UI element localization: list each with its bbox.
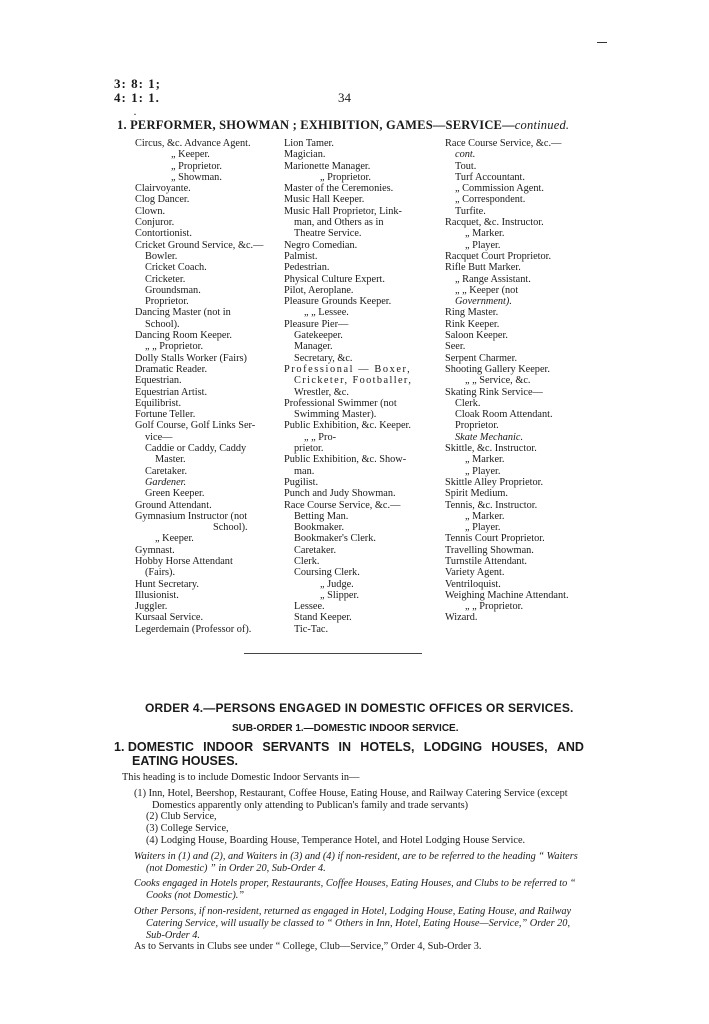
heading-word: LODGING [423,740,483,754]
section-heading-text: 1. PERFORMER, SHOWMAN ; EXHIBITION, GAMES—SERVICE— [117,118,515,132]
list-item: „ Player. [465,239,501,251]
list-item: Rifle Butt Marker. [445,262,521,274]
list-item: Seer. [445,341,466,353]
list-item: Cloak Room Attendant. [455,409,553,421]
classification-code-line2: 4: 1: 1. [114,90,160,105]
list-item: Pleasure Grounds Keeper. [284,296,392,308]
list-item: Professional Swimmer (not [284,397,397,409]
list-item: Skating Rink Service— [445,386,543,398]
list-item: Tennis Court Proprietor. [445,533,545,545]
list-item: Cricketer. [145,273,186,285]
list-item: Green Keeper. [145,488,205,500]
list-item: „ Marker. [465,510,505,522]
list-item: Public Exhibition, &c. Show- [284,454,407,466]
list-item: Skittle, &c. Instructor. [445,443,537,455]
list-item: Saloon Keeper. [445,330,508,342]
list-item: Turnstile Attendant. [445,555,527,567]
note-clubs: As to Servants in Clubs see under “ College, Club—Service,” Order 4, Sub-Order 3. [134,941,482,953]
list-item: Equilibrist. [135,397,182,409]
heading-word: HOUSES, [491,740,548,754]
list-item: Travelling Showman. [445,544,534,556]
list-item: Skittle Alley Proprietor. [445,476,544,488]
list-item: Pedestrian. [284,262,330,274]
list-item: Clog Dancer. [135,194,190,206]
list-item: Pugilist. [284,476,319,488]
heading-word: HOTELS, [360,740,415,754]
list-item: „ Marker. [465,228,505,240]
list-item: Tout. [455,160,477,172]
list-item: Pilot, Aeroplane. [284,284,354,296]
list-item: School). [145,318,180,330]
list-item: Turf Accountant. [455,171,525,183]
list-item: Circus, &c. Advance Agent. [135,138,251,149]
heading-word: AND [556,740,584,754]
list-item: Punch and Judy Showman. [284,488,396,500]
list-item: Weighing Machine Attendant. [445,589,569,601]
list-item: Clown. [135,205,166,217]
list-item: Hobby Horse Attendant [135,555,233,567]
heading-word: 1. DOMESTIC [114,740,194,754]
domestic-body [122,772,584,953]
list-item: Gymnast. [135,544,175,556]
list-item: Theatre Service. [294,228,362,240]
list-item: Serpent Charmer. [445,352,518,364]
classification-code-line1: 3: 8: 1; [114,76,161,91]
domestic-heading-line1 [114,740,584,754]
list-item: „ „ Service, &c. [465,375,531,387]
list-item: Equestrian Artist. [135,386,208,398]
list-item: „ „ Proprietor. [465,601,524,613]
list-item: Master. [155,454,186,466]
list-item: Contortionist. [135,228,192,240]
occupation-column-3 [445,138,593,624]
list-item: „ Player. [465,465,501,477]
list-item: „ Player. [465,522,501,534]
list-item: Physical Culture Expert. [284,273,385,285]
list-item: Cricket Coach. [145,262,207,274]
list-item: Shooting Gallery Keeper. [445,363,550,375]
corner-dash [597,42,607,43]
list-item-3: (3) College Service, [146,823,229,835]
list-item: (Fairs). [145,567,176,579]
list-item: prietor. [294,443,324,455]
list-item: „ „ Pro- [304,431,337,443]
list-item: „ Range Assistant. [455,273,531,285]
list-item: Gardener. [145,476,187,488]
list-item: Master of the Ceremonies. [284,183,394,195]
section-heading [117,118,569,133]
list-item: „ Keeper. [155,533,194,545]
heading-word: IN [338,740,352,754]
list-item: Ground Attendant. [135,499,212,511]
list-item: Equestrian. [135,375,182,387]
list-item: Pleasure Pier— [284,318,349,330]
list-item: Marionette Manager. [284,160,371,172]
list-item: man, and Others as in [294,217,384,229]
page-number: 34 [338,90,351,105]
list-item: Dancing Master (not in [135,307,231,319]
list-item: man. [294,465,315,477]
list-item: Lion Tamer. [284,138,334,149]
list-item: Government). [455,296,512,308]
list-item: „ „ Proprietor. [145,341,204,353]
list-item: Cricketer, Footballer, [294,375,413,387]
list-item: Turfite. [455,205,486,217]
list-item: Golf Course, Golf Links Ser- [135,420,256,432]
list-item: Variety Agent. [445,567,505,579]
list-item: Professional — Boxer, [284,363,412,375]
occupation-column-1 [135,138,277,635]
list-item: „ Commission Agent. [455,183,544,195]
list-item: „ Proprietor. [171,160,222,172]
list-item: Swimming Master). [294,409,377,421]
list-item: Coursing Clerk. [294,567,360,579]
list-item-4: (4) Lodging House, Boarding House, Temperance Hotel, and Hotel Lodging House Service. [146,834,526,846]
list-item: Caretaker. [145,465,188,477]
list-item: School). [213,522,248,534]
list-item: Bookmaker. [294,522,345,534]
list-item: Hunt Secretary. [135,578,199,590]
order-title: ORDER 4.—PERSONS ENGAGED IN DOMESTIC OFFICES OR SERVICES. [145,701,574,715]
list-item: Proprietor. [145,296,189,308]
list-item: Fortune Teller. [135,409,196,421]
list-item: Skate Mechanic. [455,431,524,443]
list-item: Tennis, &c. Instructor. [445,499,538,511]
list-item: Gatekeeper. [294,330,343,342]
list-item: Magician. [284,149,326,161]
stray-dot: · [133,107,137,121]
domestic-heading-line2: EATING HOUSES. [132,754,239,768]
list-item: Proprietor. [455,420,499,432]
list-item: Gymnasium Instructor (not [135,510,248,522]
list-item: Wrestler, &c. [294,386,349,398]
list-item: Caretaker. [294,544,337,556]
list-item: Palmist. [284,250,318,262]
list-item: Public Exhibition, &c. Keeper. [284,420,411,432]
list-item: Bookmaker's Clerk. [294,533,376,545]
list-item-2: (2) Club Service, [146,811,217,823]
list-item: Clairvoyante. [135,183,191,195]
list-item: Legerdemain (Professor of). [135,623,252,635]
list-item-1: (1) Inn, Hotel, Beershop, Restaurant, Coffee House, Eating House, and Railway Catering Service (except Domestics apparently only attending to Publican's family and trade servants) [134,787,568,811]
list-item: Spirit Medium. [445,488,508,500]
list-item: Race Course Service, &c.— [445,138,562,149]
list-item: „ Proprietor. [320,171,371,183]
list-item: „ Keeper. [171,149,210,161]
list-item: Stand Keeper. [294,612,352,624]
list-item: Clerk. [294,555,320,567]
list-item: „ „ Lessee. [304,307,349,319]
list-item: Betting Man. [294,510,349,522]
domestic-heading [114,740,584,768]
list-item: Race Course Service, &c.— [284,499,401,511]
list-item: „ Correspondent. [455,194,526,206]
section-heading-continued: continued. [514,118,570,132]
list-item: Lessee. [294,601,325,613]
note-waiters: Waiters in (1) and (2), and Waiters in (3) and (4) if non-resident, are to be referred to the heading “ Waiters (not Domestic) ” in Order 20, Sub-Order 4. [134,850,578,874]
list-item: Tic-Tac. [294,623,329,635]
list-item: cont. [455,149,476,161]
note-cooks: Cooks engaged in Hotels proper, Restaurants, Coffee Houses, Eating Houses, and Clubs to be referred to “ Cooks (not Domestic).” [134,878,576,902]
list-item: Secretary, &c. [294,352,353,364]
note-other-persons: Other Persons, if non-resident, returned as engaged in Hotel, Lodging House, Eating House, and Railway Catering Service, will usually be classed to “ Others in Inn, Hotel, Eating House—Service,” Order 20, Sub-Order 4. [134,905,572,941]
list-item: Bowler. [145,250,178,262]
list-item: Clerk. [455,397,481,409]
list-item: Conjuror. [135,217,175,229]
list-item: Wizard. [445,612,478,624]
list-item: Groundsman. [145,284,201,296]
list-item: „ Slipper. [320,589,359,601]
list-item: Music Hall Proprietor, Link- [284,205,402,217]
list-item: Racquet Court Proprietor. [445,250,552,262]
list-item: „ „ Keeper (not [455,284,519,296]
list-item: Dramatic Reader. [135,363,208,375]
list-item: Caddie or Caddy, Caddy [145,443,247,455]
section-divider [244,653,422,654]
heading-word: SERVANTS [262,740,330,754]
occupation-column-2 [284,138,432,635]
list-item: Ventriloquist. [445,578,501,590]
intro-paragraph: This heading is to include Domestic Indoor Servants in— [122,772,360,783]
list-item: Rink Keeper. [445,318,500,330]
suborder-title: SUB-ORDER 1.—DOMESTIC INDOOR SERVICE. [232,723,459,734]
list-item: Kursaal Service. [135,612,204,624]
heading-word: INDOOR [203,740,254,754]
list-item: Manager. [294,341,333,353]
list-item: Illusionist. [135,589,179,601]
list-item: „ Showman. [171,171,222,183]
list-item: Ring Master. [445,307,499,319]
list-item: „ Marker. [465,454,505,466]
list-item: Negro Comedian. [284,239,358,251]
list-item: „ Judge. [320,578,354,590]
list-item: Dancing Room Keeper. [135,330,232,342]
list-item: vice— [145,431,173,443]
list-item: Cricket Ground Service, &c.— [135,239,264,251]
list-item: Music Hall Keeper. [284,194,365,206]
list-item: Dolly Stalls Worker (Fairs) [135,352,247,364]
list-item: Juggler. [135,601,168,613]
list-item: Racquet, &c. Instructor. [445,217,544,229]
